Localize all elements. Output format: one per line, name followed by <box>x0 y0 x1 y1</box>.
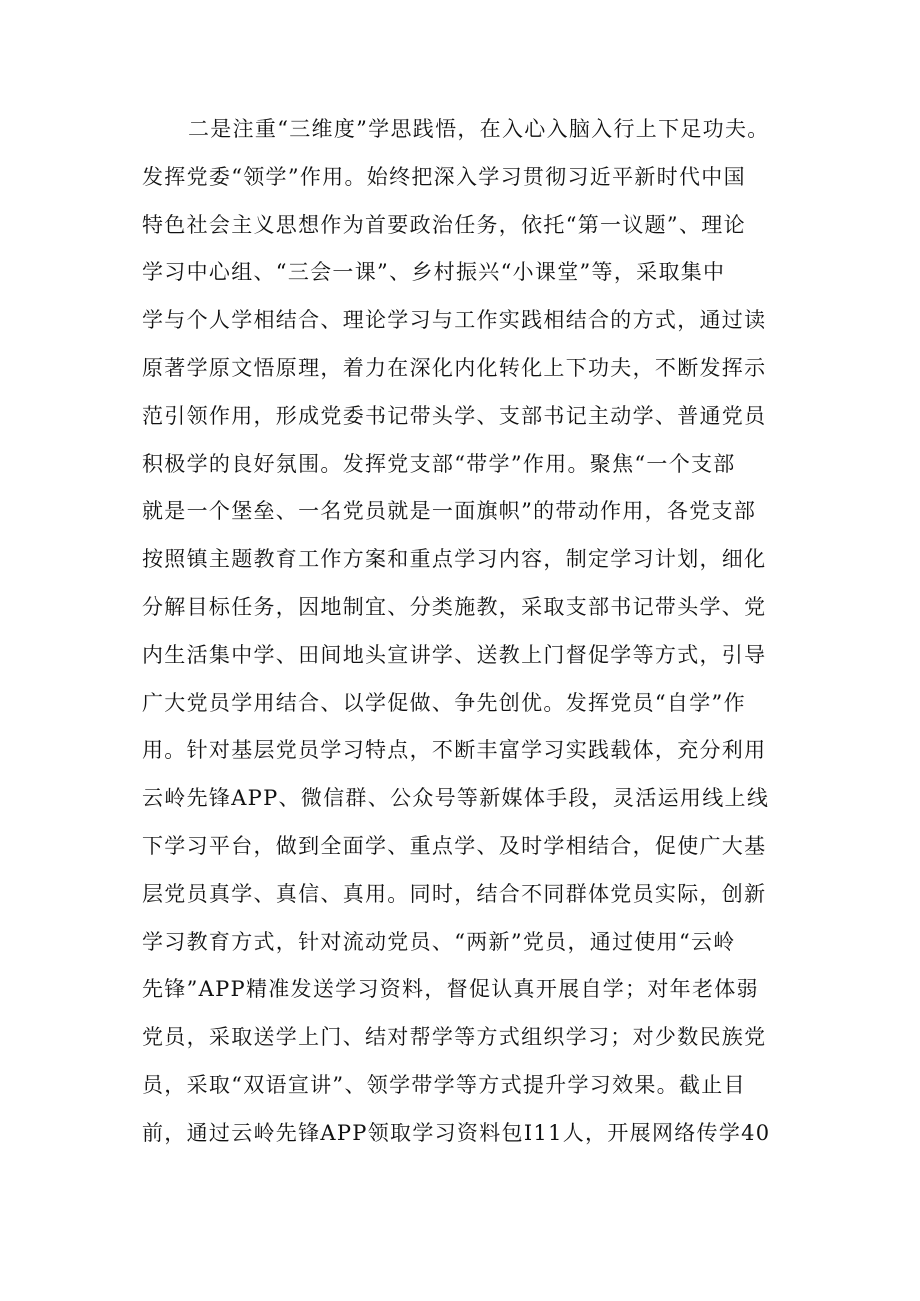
paragraph-line: 前，通过云岭先锋APP领取学习资料包I11人，开展网络传学40 <box>142 1120 771 1145</box>
paragraph-line: 内生活集中学、田间地头宣讲学、送教上门督促学等方式，引导 <box>142 642 767 667</box>
paragraph-line: 原著学原文悟原理，着力在深化内化转化上下功夫，不断发挥示 <box>142 355 767 380</box>
paragraph-line: 分解目标任务，因地制宜、分类施教，采取支部书记带头学、党 <box>142 594 767 619</box>
paragraph-line: 学习中心组、“三会一课”、乡村振兴“小课堂”等，采取集中 <box>142 260 726 285</box>
paragraph-line: 党员，采取送学上门、结对帮学等方式组织学习；对少数民族党 <box>142 1025 767 1050</box>
paragraph-line: 学习教育方式，针对流动党员、“两新”党员，通过使用“云岭 <box>142 929 736 954</box>
paragraph-line: 特色社会主义思想作为首要政治任务，依托“第一议题”、理论 <box>142 212 746 237</box>
paragraph-line: 用。针对基层党员学习特点，不断丰富学习实践载体，充分利用 <box>142 738 767 763</box>
paragraph-line: 发挥党委“领学”作用。始终把深入学习贯彻习近平新时代中国 <box>142 164 746 189</box>
body-paragraph <box>142 106 842 1158</box>
paragraph-line: 积极学的良好氛围。发挥党支部“带学”作用。聚焦“一个支部 <box>142 451 736 476</box>
paragraph-line: 广大党员学用结合、以学促做、争先创优。发挥党员“自学”作 <box>142 690 746 715</box>
paragraph-line: 范引领作用，形成党委书记带头学、支部书记主动学、普通党员 <box>142 403 767 428</box>
paragraph-line: 先锋”APP精准发送学习资料，督促认真开展自学；对年老体弱 <box>142 977 759 1002</box>
paragraph-line: 层党员真学、真信、真用。同时，结合不同群体党员实际，创新 <box>142 881 767 906</box>
paragraph-line: 员，采取“双语宣讲”、领学带学等方式提升学习效果。截止目 <box>142 1072 746 1097</box>
paragraph-line: 按照镇主题教育工作方案和重点学习内容，制定学习计划，细化 <box>142 547 767 572</box>
paragraph-line: 二是注重“三维度”学思践悟，在入心入脑入行上下足功夫。 <box>188 117 770 141</box>
paragraph-line: 下学习平台，做到全面学、重点学、及时学相结合，促使广大基 <box>142 833 767 858</box>
paragraph-line: 云岭先锋APP、微信群、公众号等新媒体手段，灵活运用线上线 <box>142 786 770 811</box>
paragraph-line: 学与个人学相结合、理论学习与工作实践相结合的方式，通过读 <box>142 308 767 333</box>
paragraph-line: 就是一个堡垒、一名党员就是一面旗帜”的带动作用，各党支部 <box>142 499 757 524</box>
